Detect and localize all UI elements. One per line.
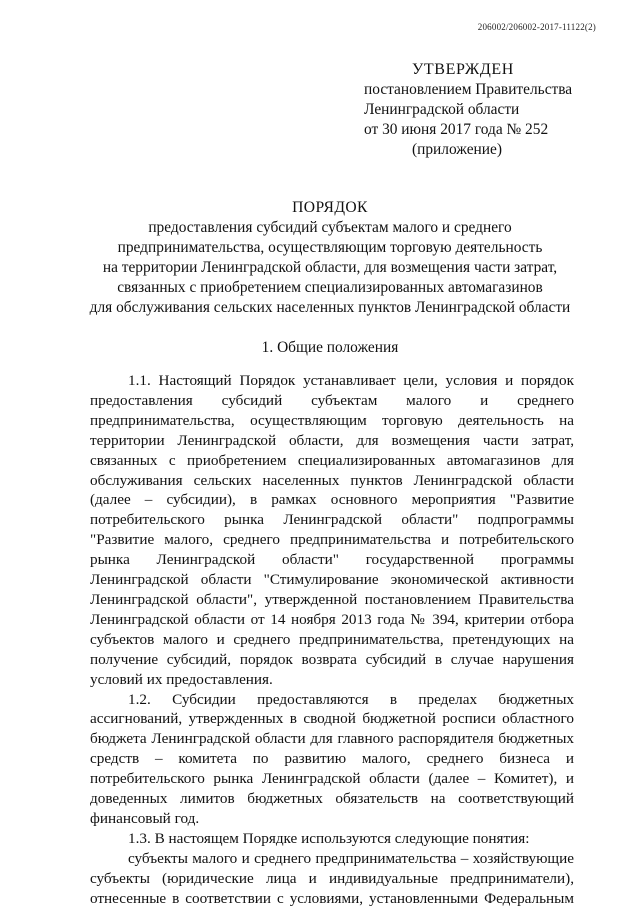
document-title: ПОРЯДОК	[292, 199, 368, 216]
document-title-block	[80, 198, 580, 318]
paragraph: 1.3. В настоящем Порядке используются следующие понятия:	[128, 829, 530, 847]
approval-attachment: (приложение)	[412, 141, 502, 158]
subtitle-line: для обслуживания сельских населенных пунктов Ленинградской области	[89, 299, 571, 316]
document-body	[90, 371, 574, 908]
approval-line: Ленинградской области	[364, 101, 520, 118]
subtitle-line: предоставления субсидий субъектам малого и среднего	[148, 219, 512, 236]
paragraph: 1.1. Настоящий Порядок устанавливает цели, условия и порядок предоставления субсидий субъектам малого и среднего предпринимательства, осуществляющим торговую деятельность на территории Ленинградской области, для возмещения части затрат, связанных с приобретением специализированных автомагазинов для обслуживания сельских населенных пунктов Ленинградской области (далее – субсидии), в рамках основного мероприятия "Развитие потребительского рынка Ленинградской области" подпрограммы "Развитие малого, среднего предпринимательства и потребительского рынка Ленинградской области" государственной программы Ленинградской области "Стимулирование экономической активности Ленинградской области", утвержденной постановлением Правительства Ленинградской области от 14 ноября 2013 года № 394, критерии отбора субъектов малого и среднего предпринимательства, претендующих на получение субсидий, порядок возврата субсидий в случае нарушения условий их предоставления.	[90, 372, 574, 688]
subtitle-line: связанных с приобретением специализированных автомагазинов	[117, 279, 543, 296]
subtitle-line: на территории Ленинградской области, для возмещения части затрат,	[102, 259, 558, 276]
paragraph: субъекты малого и среднего предпринимательства – хозяйствующие субъекты (юридические лица и индивидуальные предприниматели), отнесенные в соответствии с условиями, установленными Федеральным	[90, 849, 574, 907]
approval-line: постановлением Правительства	[364, 81, 573, 98]
approval-title: УТВЕРЖДЕН	[412, 61, 514, 78]
paragraph: 1.2. Субсидии предоставляются в пределах бюджетных ассигнований, утвержденных в сводной бюджетной росписи областного бюджета Ленинградской области для главного распорядителя бюджетных средств – комитета по развитию малого, среднего бизнеса и потребительского рынка Ленинградской области (далее – Комитет), и доведенных лимитов бюджетных обязательств на соответствующий финансовый год.	[90, 690, 574, 827]
document-id: 206002/206002-2017-11122(2)	[477, 22, 596, 32]
approval-block	[364, 60, 604, 160]
section-heading: 1. Общие положения	[261, 339, 399, 356]
approval-line: от 30 июня 2017 года № 252	[364, 121, 549, 138]
subtitle-line: предпринимательства, осуществляющим торговую деятельность	[117, 239, 543, 256]
